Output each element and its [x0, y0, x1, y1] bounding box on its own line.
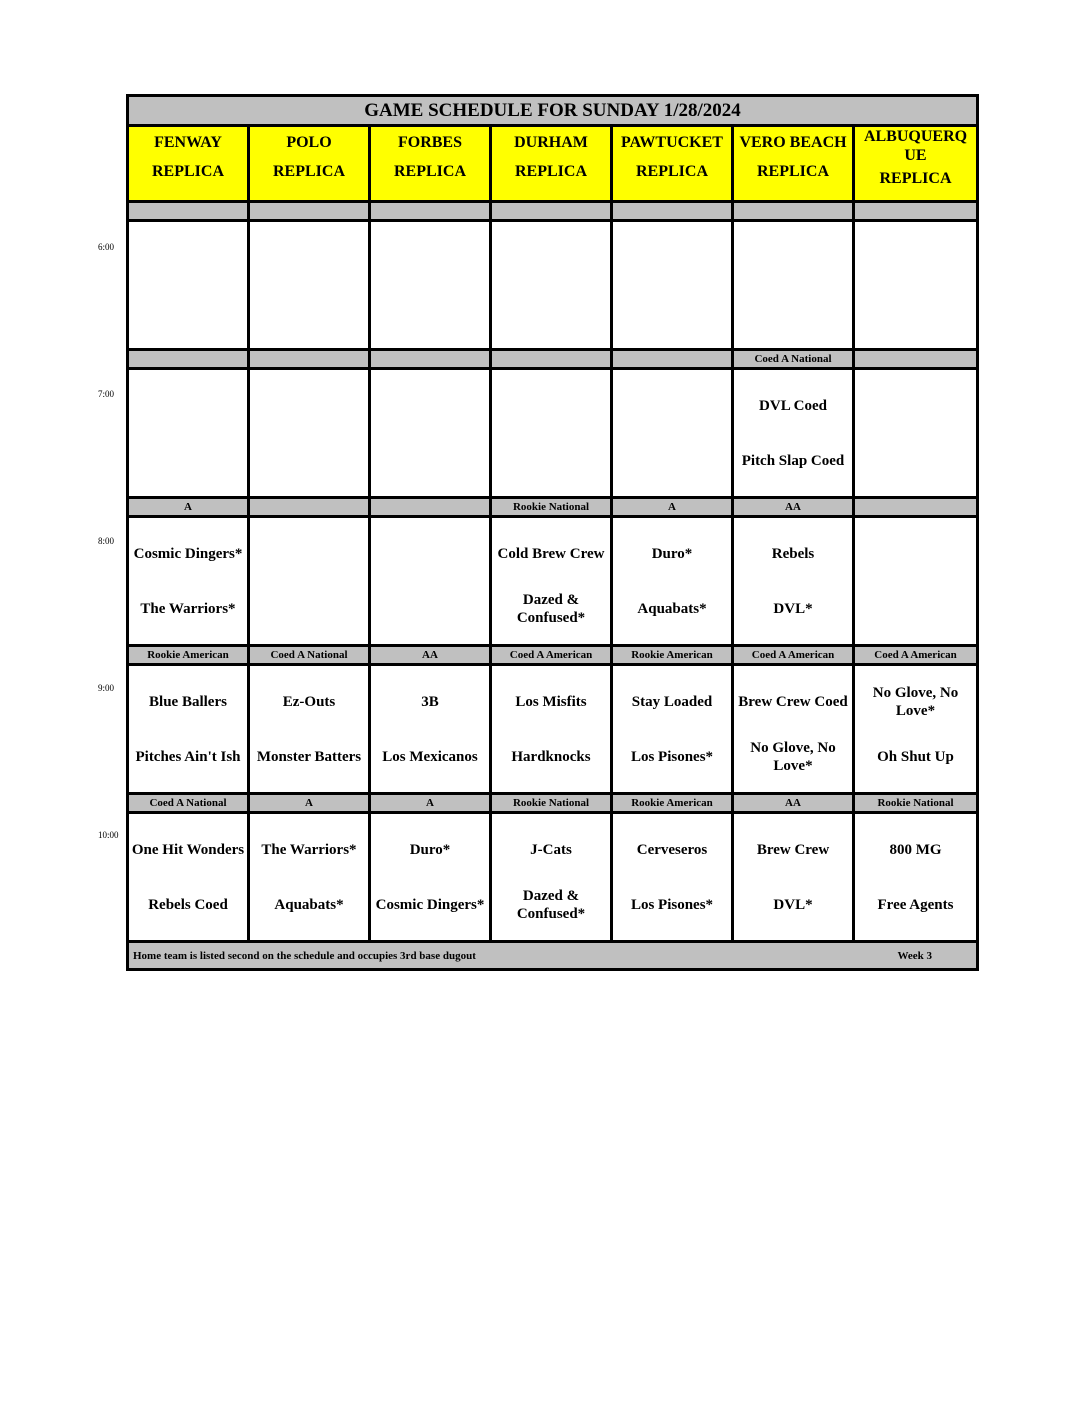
division-label: Coed A National [250, 647, 371, 663]
home-team: Dazed & Confused* [516, 887, 586, 922]
game-cell [855, 814, 976, 940]
division-label [129, 203, 250, 219]
home-team: No Glove, No Love* [750, 739, 836, 774]
game-cell [129, 814, 250, 940]
away-team: Rebels [771, 545, 815, 562]
division-label [613, 203, 734, 219]
field-header-row [129, 127, 976, 203]
division-label [855, 499, 976, 515]
field-subtitle: REPLICA [151, 163, 224, 180]
division-label: Rookie American [129, 647, 250, 663]
field-name: DURHAM [514, 134, 588, 151]
field-subtitle: REPLICA [514, 163, 587, 180]
home-team: Dazed & Confused* [516, 591, 586, 626]
home-team: DVL* [773, 896, 813, 913]
division-label [613, 351, 734, 367]
schedule-title: GAME SCHEDULE FOR SUNDAY 1/28/2024 [129, 97, 976, 127]
away-team: Duro* [409, 841, 451, 858]
away-team: Brew Crew Coed [738, 693, 848, 710]
division-label: A [250, 795, 371, 811]
field-header-2 [371, 127, 492, 200]
game-cell [250, 370, 371, 496]
home-team: Cosmic Dingers* [375, 896, 485, 913]
field-subtitle: REPLICA [635, 163, 708, 180]
division-label: AA [734, 499, 855, 515]
away-team: 3B [421, 693, 439, 710]
game-cell [492, 666, 613, 792]
time-label: 9:00 [98, 683, 115, 693]
field-header-0 [129, 127, 250, 200]
away-team: No Glove, No Love* [872, 684, 959, 719]
division-label: Rookie National [855, 795, 976, 811]
game-cell [492, 222, 613, 348]
field-name: PAWTUCKET [621, 134, 723, 151]
game-cell [734, 222, 855, 348]
division-row [129, 647, 976, 666]
away-team: Los Misfits [515, 693, 587, 710]
division-row [129, 499, 976, 518]
home-team: Monster Batters [256, 748, 362, 765]
away-team: One Hit Wonders [131, 841, 245, 858]
division-row [129, 795, 976, 814]
home-team: Los Pisones* [630, 896, 714, 913]
field-header-6 [855, 127, 976, 200]
home-team: Los Pisones* [630, 748, 714, 765]
field-subtitle: REPLICA [756, 163, 829, 180]
footer-note: Home team is listed second on the schedule and occupies 3rd base dugout [133, 949, 476, 962]
game-cell [371, 222, 492, 348]
game-cell [492, 518, 613, 644]
field-header-3 [492, 127, 613, 200]
division-label [855, 203, 976, 219]
game-cell [129, 370, 250, 496]
away-team: Blue Ballers [149, 693, 227, 710]
division-row [129, 203, 976, 222]
game-cell [492, 370, 613, 496]
game-cell [250, 518, 371, 644]
away-team: DVL Coed [759, 397, 827, 414]
field-name: ALBUQUERQUE [863, 128, 968, 164]
division-label: Rookie American [613, 647, 734, 663]
home-team: Aquabats* [274, 896, 344, 913]
game-cell [613, 814, 734, 940]
field-subtitle: REPLICA [272, 163, 345, 180]
game-cell [855, 222, 976, 348]
division-label [129, 351, 250, 367]
field-header-4 [613, 127, 734, 200]
division-label: A [129, 499, 250, 515]
game-row [129, 814, 976, 943]
division-label [734, 203, 855, 219]
game-cell [371, 370, 492, 496]
game-cell [250, 222, 371, 348]
division-label: Rookie National [492, 795, 613, 811]
away-team: The Warriors* [261, 841, 357, 858]
division-label [250, 499, 371, 515]
home-team: Pitch Slap Coed [741, 452, 845, 469]
division-label: A [371, 795, 492, 811]
game-cell [613, 666, 734, 792]
division-label [371, 499, 492, 515]
division-label: Coed A American [855, 647, 976, 663]
away-team: Ez-Outs [282, 693, 336, 710]
home-team: Rebels Coed [148, 896, 228, 913]
home-team: Los Mexicanos [382, 748, 478, 765]
field-subtitle: REPLICA [393, 163, 466, 180]
game-row [129, 222, 976, 351]
home-team: The Warriors* [140, 600, 236, 617]
division-row [129, 351, 976, 370]
away-team: Cold Brew Crew [497, 545, 605, 562]
game-cell [250, 666, 371, 792]
game-cell [734, 370, 855, 496]
division-label [371, 203, 492, 219]
away-team: 800 MG [889, 841, 942, 858]
week-label: Week 3 [897, 949, 932, 962]
game-cell [371, 518, 492, 644]
division-label [371, 351, 492, 367]
time-label: 6:00 [98, 242, 115, 252]
field-name: VERO BEACH [739, 134, 847, 151]
game-cell [371, 666, 492, 792]
field-subtitle: REPLICA [879, 170, 952, 187]
home-team: DVL* [773, 600, 813, 617]
away-team: Cosmic Dingers* [133, 545, 243, 562]
division-label: A [613, 499, 734, 515]
division-label [250, 203, 371, 219]
home-team: Aquabats* [637, 600, 707, 617]
division-label [250, 351, 371, 367]
away-team: Cerveseros [636, 841, 708, 858]
home-team: Pitches Ain't Ish [135, 748, 241, 765]
home-team: Hardknocks [511, 748, 591, 765]
game-cell [613, 222, 734, 348]
game-cell [613, 370, 734, 496]
game-cell [250, 814, 371, 940]
game-cell [734, 814, 855, 940]
game-row [129, 518, 976, 647]
game-cell [129, 222, 250, 348]
game-cell [492, 814, 613, 940]
game-cell [613, 518, 734, 644]
away-team: Brew Crew [756, 841, 830, 858]
time-label: 10:00 [98, 830, 119, 840]
field-name: POLO [286, 134, 332, 151]
division-label [492, 203, 613, 219]
division-label [492, 351, 613, 367]
game-cell [734, 666, 855, 792]
division-label [855, 351, 976, 367]
division-label: Coed A American [492, 647, 613, 663]
game-row [129, 370, 976, 499]
game-cell [129, 518, 250, 644]
field-header-1 [250, 127, 371, 200]
division-label: AA [734, 795, 855, 811]
schedule-table [126, 94, 979, 971]
game-cell [855, 370, 976, 496]
field-name: FORBES [397, 134, 462, 151]
division-label: Rookie National [492, 499, 613, 515]
division-label: Coed A National [129, 795, 250, 811]
game-row [129, 666, 976, 795]
game-cell [855, 518, 976, 644]
division-label: Rookie American [613, 795, 734, 811]
time-label: 8:00 [98, 536, 115, 546]
division-label: AA [371, 647, 492, 663]
schedule-footer [129, 943, 976, 968]
home-team: Free Agents [877, 896, 954, 913]
field-name: FENWAY [154, 134, 222, 151]
game-cell [371, 814, 492, 940]
time-label: 7:00 [98, 389, 115, 399]
division-label: Coed A American [734, 647, 855, 663]
game-cell [855, 666, 976, 792]
away-team: Stay Loaded [631, 693, 713, 710]
game-cell [734, 518, 855, 644]
home-team: Oh Shut Up [877, 748, 954, 765]
field-header-5 [734, 127, 855, 200]
away-team: J-Cats [530, 841, 572, 858]
division-label: Coed A National [734, 351, 855, 367]
game-cell [129, 666, 250, 792]
away-team: Duro* [651, 545, 693, 562]
